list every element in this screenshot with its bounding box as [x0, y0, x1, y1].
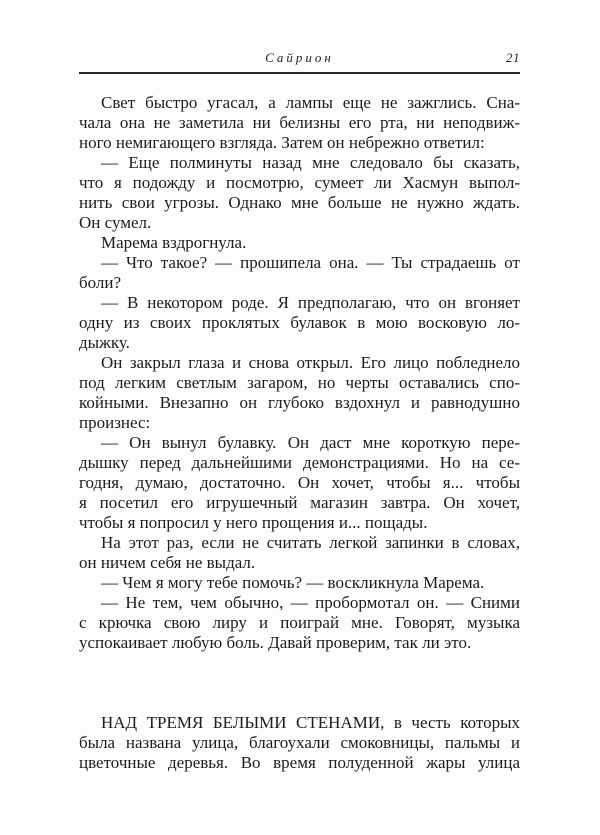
text-line: с крючка свою лиру и поиграй мне. Говорят, музыка — [79, 613, 520, 632]
paragraph — [79, 153, 520, 233]
paragraph — [79, 353, 520, 433]
text-line: он ничем себя не выдал. — [79, 553, 256, 572]
text-line: я посетил его игрушечный магазин завтра. Он хочет, — [79, 493, 520, 512]
header-rule — [79, 72, 520, 74]
paragraph — [79, 233, 520, 253]
text-line: — Не тем, чем обычно, — пробормотал он. — Сними — [101, 593, 520, 612]
page-number: 21 — [506, 50, 520, 65]
paragraph — [79, 253, 520, 293]
text-line: На этот раз, если не считать легкой запинки в словах, — [101, 533, 520, 552]
running-title: Сайрион — [265, 50, 334, 65]
text-line: — Что такое? — прошипела она. — Ты страдаешь от — [101, 253, 520, 272]
text-line: дыжку. — [79, 333, 130, 352]
text-line: что я подожду и посмотрю, сумеет ли Хасмун выпол- — [79, 173, 520, 192]
text-line: НАД ТРЕМЯ БЕЛЫМИ СТЕНАМИ, в честь которых — [101, 713, 520, 732]
text-line: Свет быстро угасал, а лампы еще не зажглись. Сна- — [101, 93, 520, 112]
text-line: Он закрыл глаза и снова открыл. Его лицо побледнело — [101, 353, 520, 372]
section-opening-paragraph — [79, 713, 520, 773]
text-line: — Он вынул булавку. Он даст мне короткую пере- — [101, 433, 520, 452]
text-line: чтобы я попросил у него прощения и... пощады. — [79, 513, 428, 532]
text-line: боли? — [79, 273, 122, 292]
text-line: нить свои угрозы. Однако мне больше не нужно ждать. — [79, 193, 520, 212]
paragraph — [79, 533, 520, 573]
text-line: чала она не заметила ни белизны его рта, ни неподвиж- — [79, 113, 520, 132]
book-page — [79, 0, 520, 773]
text-line: койными. Внезапно он глубоко вздохнул и равнодушно — [79, 393, 520, 412]
paragraph — [79, 293, 520, 353]
text-line: Он сумел. — [79, 213, 152, 232]
paragraph — [79, 573, 520, 593]
text-line: успокаивает любую боль. Давай проверим, так ли это. — [79, 633, 472, 652]
text-line: — Еще полминуты назад мне следовало бы сказать, — [101, 153, 520, 172]
text-line: под легким светлым загаром, но черты оставались спо- — [79, 373, 520, 392]
text-line: ного немигающего взгляда. Затем он небрежно ответил: — [79, 133, 485, 152]
text-line: Марема вздрогнула. — [101, 233, 247, 252]
text-block — [79, 93, 520, 773]
text-line: — Чем я могу тебе помочь? — воскликнула Марема. — [101, 573, 485, 592]
text-line: цветочные деревья. Во время полуденной жары улица — [79, 753, 520, 772]
text-line: — В некотором роде. Я предполагаю, что он вгоняет — [101, 293, 520, 312]
paragraph — [79, 93, 520, 153]
text-line: годня, думаю, достаточно. Он хочет, чтобы я... чтобы — [79, 473, 520, 492]
page-header — [79, 50, 520, 66]
paragraph — [79, 593, 520, 653]
paragraph — [79, 433, 520, 533]
text-line: произнес: — [79, 413, 151, 432]
text-line: одну из своих проклятых булавок в мою восковую ло- — [79, 313, 520, 332]
text-line: была названа улица, благоухали смоковницы, пальмы и — [79, 733, 520, 752]
text-line: дышку перед дальнейшими демонстрациями. Но на се- — [79, 453, 520, 472]
